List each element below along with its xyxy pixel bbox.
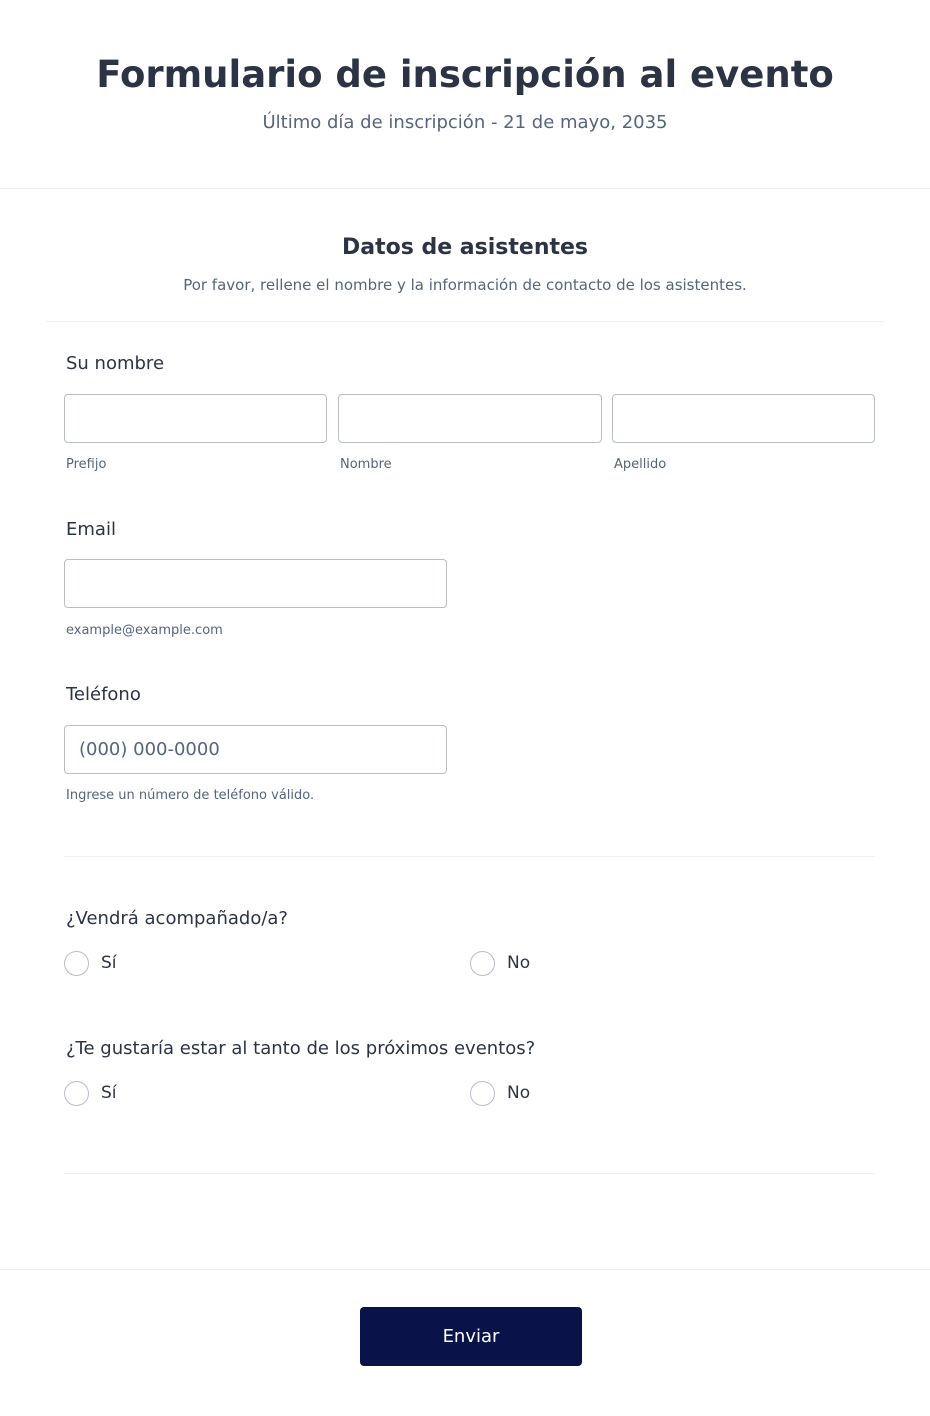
companion-no-option[interactable] — [470, 949, 530, 977]
radio-circle-icon[interactable] — [470, 951, 495, 976]
updates-question-label: ¿Te gustaría estar al tanto de los próximos eventos? — [66, 1038, 536, 1059]
section-description: Por favor, rellene el nombre y la información de contacto de los asistentes. — [183, 276, 747, 294]
first-name-input[interactable] — [338, 394, 602, 443]
prefix-sublabel: Prefijo — [66, 457, 107, 472]
companion-yes-label: Sí — [101, 953, 117, 973]
divider — [64, 856, 875, 857]
submit-button[interactable]: Enviar — [360, 1307, 582, 1366]
radio-circle-icon[interactable] — [64, 1081, 89, 1106]
companion-no-label: No — [507, 953, 531, 973]
phone-label: Teléfono — [66, 684, 141, 705]
last-name-sublabel: Apellido — [614, 457, 667, 472]
email-label: Email — [66, 519, 116, 540]
form-subtitle: Último día de inscripción - 21 de mayo, 2035 — [262, 112, 668, 133]
footer-divider — [0, 1269, 930, 1270]
section-title: Datos de asistentes — [341, 235, 589, 260]
email-input[interactable] — [64, 559, 447, 608]
companion-yes-option[interactable] — [64, 949, 117, 977]
divider — [64, 1173, 875, 1174]
radio-circle-icon[interactable] — [64, 951, 89, 976]
name-label: Su nombre — [66, 353, 165, 374]
radio-circle-icon[interactable] — [470, 1081, 495, 1106]
last-name-input[interactable] — [612, 394, 875, 443]
companion-question-label: ¿Vendrá acompañado/a? — [66, 908, 288, 929]
updates-yes-label: Sí — [101, 1083, 117, 1103]
form-header — [0, 0, 930, 189]
section-header — [46, 189, 884, 322]
first-name-sublabel: Nombre — [340, 457, 392, 472]
prefix-input[interactable] — [64, 394, 327, 443]
phone-input[interactable] — [64, 725, 447, 774]
email-sublabel: example@example.com — [66, 623, 223, 638]
phone-sublabel: Ingrese un número de teléfono válido. — [66, 788, 315, 803]
updates-no-label: No — [507, 1083, 531, 1103]
updates-yes-option[interactable] — [64, 1079, 117, 1107]
updates-no-option[interactable] — [470, 1079, 530, 1107]
form-title: Formulario de inscripción al evento — [96, 53, 834, 96]
